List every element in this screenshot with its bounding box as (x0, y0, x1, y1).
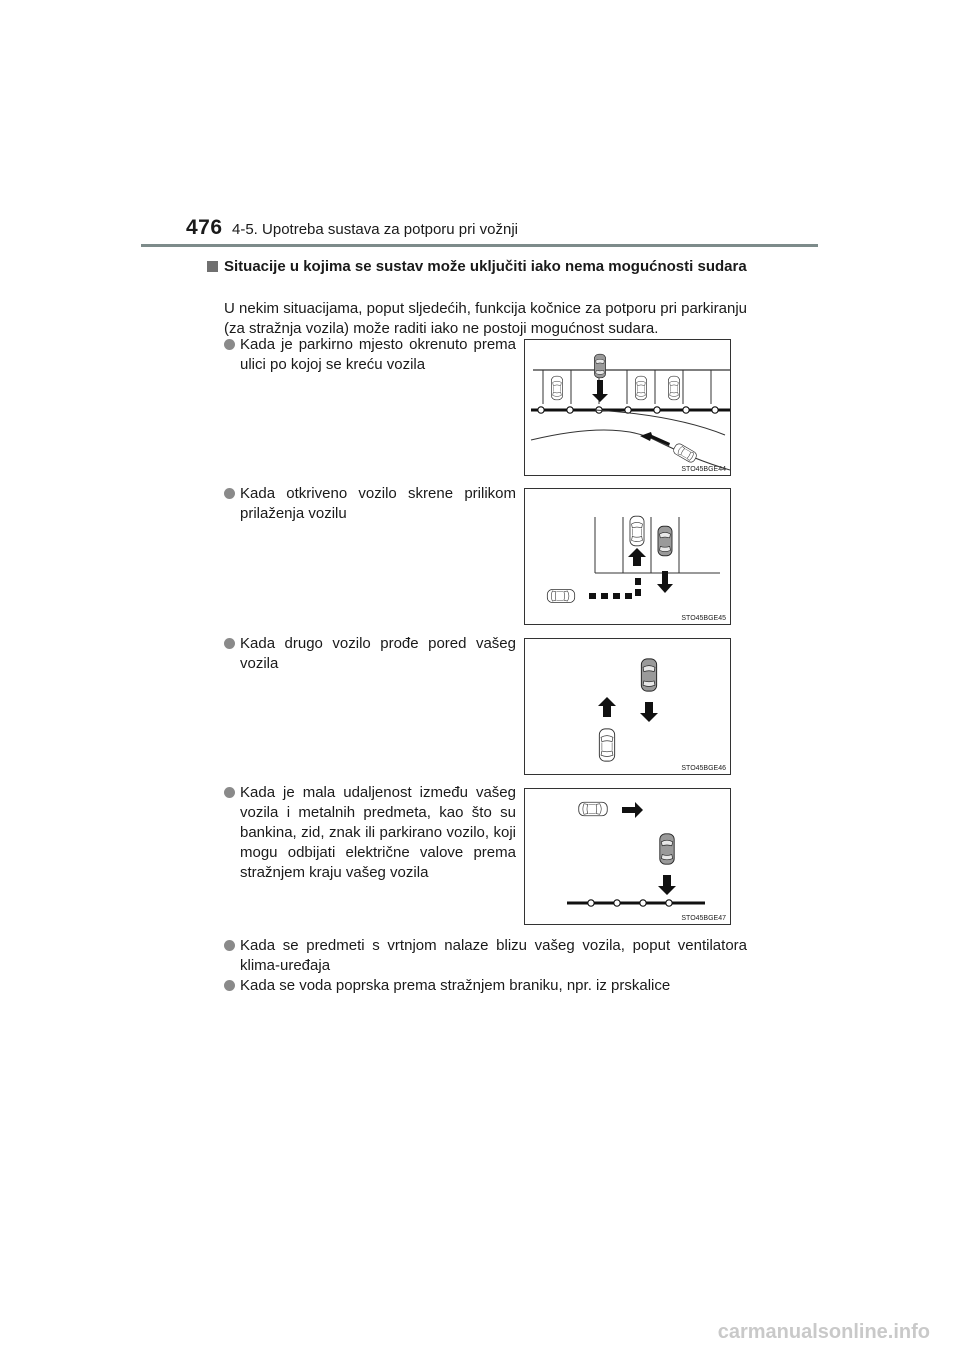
square-bullet-icon (207, 261, 218, 272)
list-item-text: Kada se voda poprska prema stražnjem braniku, npr. iz prskalice (240, 977, 671, 994)
figure-parking-facing-street (524, 339, 731, 476)
list-item (224, 936, 747, 976)
list-item-text: Kada se predmeti s vrtnjom nalaze blizu vašeg vozila, poput ventilatora klima-uređaja (240, 937, 747, 974)
list-item-text: Kada je parkirno mjesto okrenuto prema ulici po kojoj se kreću vozila (240, 336, 516, 373)
figure-metal-objects (524, 788, 731, 925)
bullet-icon (224, 488, 235, 499)
list-item (224, 783, 516, 883)
list-item (224, 484, 516, 524)
list-item-text: Kada je mala udaljenost između vašeg vozila i metalnih predmeta, kao što su bankina, zid, znak ili parkirano vozilo, koji mogu odbijati električne valove prema stražnjem kraju vašeg vozila (240, 784, 516, 881)
figure-vehicle-passing (524, 638, 731, 775)
figure-code: STO45BGE47 (681, 915, 726, 922)
figure-code: STO45BGE46 (681, 765, 726, 772)
section-heading (207, 257, 747, 277)
section-intro: U nekim situacijama, poput sljedećih, funkcija kočnice za potporu pri parkiranju (za stražnja vozila) može raditi iako ne postoji mogućnost sudara. (224, 300, 747, 337)
bullet-icon (224, 940, 235, 951)
bullet-icon (224, 787, 235, 798)
section-heading-text: Situacije u kojima se sustav može uključiti iako nema mogućnosti sudara (224, 258, 747, 275)
figure-code: STO45BGE45 (681, 615, 726, 622)
list-item-text: Kada drugo vozilo prođe pored vašeg vozila (240, 635, 516, 672)
list-item-text: Kada otkriveno vozilo skrene prilikom prilaženja vozilu (240, 485, 516, 522)
header-rule (141, 244, 818, 247)
watermark: carmanualsonline.info (717, 1321, 930, 1343)
figure-code: STO45BGE44 (681, 466, 726, 473)
list-item (224, 634, 516, 674)
list-item (224, 335, 516, 375)
bullet-icon (224, 638, 235, 649)
list-item (224, 976, 747, 996)
page-number: 476 (186, 216, 223, 239)
bullet-icon (224, 339, 235, 350)
bullet-icon (224, 980, 235, 991)
chapter-title: 4-5. Upotreba sustava za potporu pri vožnji (232, 221, 518, 238)
figure-vehicle-turning (524, 488, 731, 625)
